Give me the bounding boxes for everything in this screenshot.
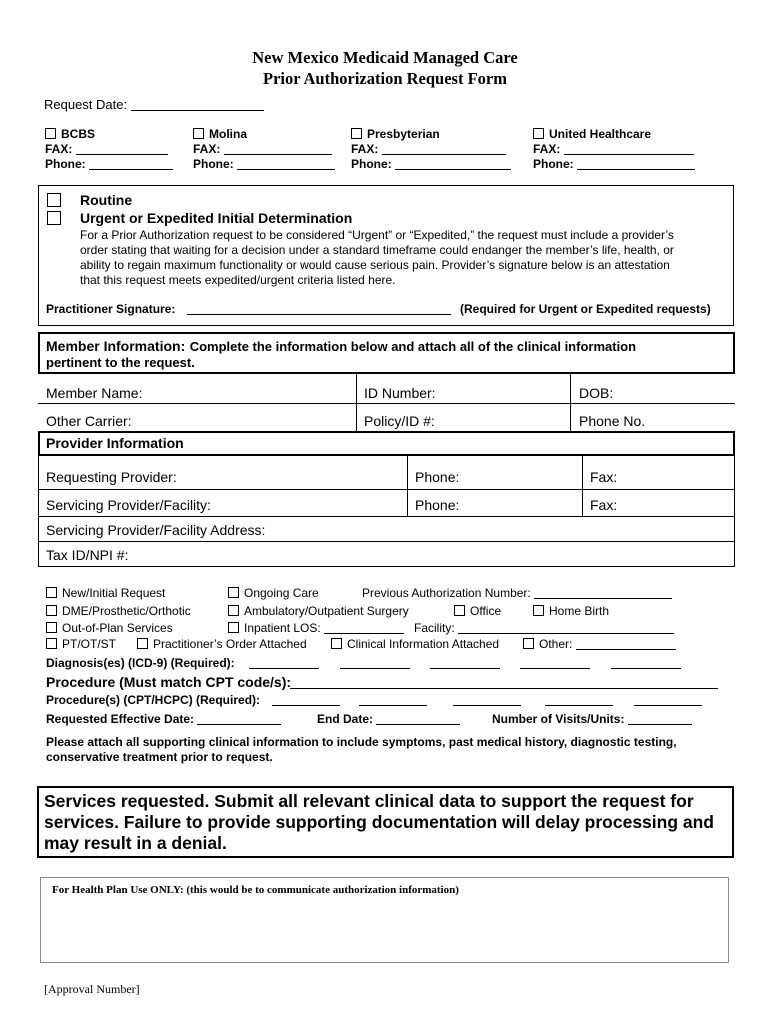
approval-number-label: [Approval Number] [44,982,140,996]
provider-row-divider [38,489,735,490]
previous-auth-label: Previous Authorization Number: [362,586,531,600]
urgent-checkbox[interactable] [47,211,61,225]
servicing-phone-field[interactable]: Phone: [415,497,460,513]
provider-col-divider [582,456,583,516]
attach-note-line1: Please attach all supporting clinical information to include symptoms, past medical history, diagnostic testing, [46,735,677,749]
end-date-field[interactable] [317,712,460,726]
dme-label: DME/Prosthetic/Orthotic [62,604,191,618]
urgency-paragraph [80,228,730,288]
procedures-line[interactable] [634,693,702,706]
bcbs-phone-line[interactable] [89,157,173,170]
procedure-cpt-label: Procedure (Must match CPT code/s): [46,674,292,690]
id-number-field[interactable]: ID Number: [364,385,436,401]
num-visits-field[interactable] [492,712,692,726]
practitioner-order-option[interactable] [137,637,307,651]
procedures-label: Procedure(s) (CPT/HCPC) (Required): [46,693,261,707]
member-col-divider [356,374,357,431]
form-title-line2: Prior Authorization Request Form [263,69,507,88]
num-visits-label: Number of Visits/Units: [492,712,625,726]
molina-checkbox[interactable] [193,128,204,139]
services-notice-line3: may result in a denial. [44,833,227,853]
out-of-plan-checkbox[interactable] [46,622,57,633]
payer-molina [193,127,335,172]
diagnosis-line[interactable] [520,656,590,669]
inpatient-los-option[interactable] [228,621,404,635]
urgency-paragraph-line: ability to regain maximum functionality or would cause serious pain. Provider’s signature below is an attestation [80,258,670,272]
diagnosis-label: Diagnosis(es) (ICD-9) (Required): [46,656,235,670]
requesting-phone-field[interactable]: Phone: [415,469,460,485]
services-notice-line2: services. Failure to provide supporting documentation will delay processing and [44,812,714,832]
out-of-plan-label: Out-of-Plan Services [62,621,173,635]
diagnosis-line[interactable] [249,656,319,669]
provider-bottom-line [38,566,735,567]
end-date-line[interactable] [376,712,460,725]
tax-id-npi-field[interactable]: Tax ID/NPI #: [46,547,129,563]
office-checkbox[interactable] [454,605,465,616]
new-initial-option[interactable] [46,586,165,600]
molina-phone-line[interactable] [237,157,335,170]
diagnosis-line[interactable] [611,656,681,669]
provider-left-border [38,456,39,566]
servicing-provider-field[interactable]: Servicing Provider/Facility: [46,497,211,513]
diagnosis-line[interactable] [430,656,500,669]
payer-united-healthcare [533,127,695,172]
home-birth-option[interactable] [533,604,609,618]
payer-presbyterian [351,127,511,172]
ongoing-care-checkbox[interactable] [228,587,239,598]
provider-col-divider [407,456,408,516]
united-fax-label: FAX: [533,142,561,156]
payer-bcbs [45,127,173,172]
other-carrier-field[interactable]: Other Carrier: [46,413,132,429]
presbyterian-phone-label: Phone: [351,157,392,171]
member-info-heading-line2: pertinent to the request. [46,355,195,370]
other-label: Other: [539,637,573,651]
inpatient-los-label: Inpatient LOS: [244,621,321,635]
practitioner-order-checkbox[interactable] [137,638,148,649]
procedures-line[interactable] [272,693,340,706]
ambulatory-label: Ambulatory/Outpatient Surgery [244,604,409,618]
health-plan-use-label: For Health Plan Use ONLY: (this would be to communicate authorization information) [52,884,459,896]
office-label: Office [470,604,502,618]
home-birth-checkbox[interactable] [533,605,544,616]
bcbs-checkbox[interactable] [45,128,56,139]
home-birth-label: Home Birth [549,604,610,618]
member-name-field[interactable]: Member Name: [46,385,143,401]
presbyterian-phone-line[interactable] [395,157,511,170]
clinical-info-checkbox[interactable] [331,638,342,649]
requesting-fax-field[interactable]: Fax: [590,469,618,485]
urgent-label: Urgent or Expedited Initial Determination [80,210,353,226]
member-info-heading [46,338,726,371]
bcbs-phone-label: Phone: [45,157,86,171]
clinical-info-option[interactable] [331,637,499,651]
presbyterian-fax-label: FAX: [351,142,379,156]
dme-option[interactable] [46,604,191,618]
inpatient-los-line[interactable] [324,621,404,634]
attach-note [46,735,736,765]
procedures-line[interactable] [359,693,427,706]
pt-ot-st-checkbox[interactable] [46,638,57,649]
urgency-paragraph-line: that this request meets expedited/urgent criteria listed here. [80,273,396,287]
dme-checkbox[interactable] [46,605,57,616]
molina-label: Molina [209,127,247,141]
molina-fax-line[interactable] [224,142,332,155]
previous-auth-field[interactable] [362,586,672,600]
request-date-label: Request Date: [44,97,128,112]
procedure-cpt-line[interactable] [290,676,718,689]
inpatient-los-checkbox[interactable] [228,622,239,633]
effective-date-label: Requested Effective Date: [46,712,195,726]
ambulatory-checkbox[interactable] [228,605,239,616]
procedures-line[interactable] [545,693,613,706]
united-phone-line[interactable] [577,157,695,170]
ongoing-care-option[interactable] [228,586,319,600]
practitioner-signature-label: Practitioner Signature: [46,302,176,316]
form-title-line1: New Mexico Medicaid Managed Care [252,48,518,67]
new-initial-label: New/Initial Request [62,586,166,600]
member-row-divider [38,403,735,404]
pt-ot-st-option[interactable] [46,637,116,651]
servicing-fax-field[interactable]: Fax: [590,497,618,513]
practitioner-order-label: Practitioner’s Order Attached [153,637,307,651]
other-checkbox[interactable] [523,638,534,649]
urgency-paragraph-line: order stating that waiting for a decision under a standard timeframe could endanger the member’s life, health, or [80,243,674,257]
diagnosis-line[interactable] [340,656,410,669]
routine-checkbox[interactable] [47,193,61,207]
member-info-heading-instructions: Complete the information below and attach all of the clinical information [189,339,637,354]
end-date-label: End Date: [317,712,374,726]
facility-line[interactable] [458,621,674,634]
bcbs-fax-label: FAX: [45,142,73,156]
procedures-line[interactable] [453,693,521,706]
servicing-address-field[interactable]: Servicing Provider/Facility Address: [46,522,266,538]
effective-date-line[interactable] [197,712,281,725]
ongoing-care-label: Ongoing Care [244,586,319,600]
united-label: United Healthcare [549,127,652,141]
other-option[interactable] [523,637,676,651]
office-option[interactable] [454,604,501,618]
signature-note: (Required for Urgent or Expedited requests) [460,302,711,316]
request-date-line[interactable] [131,98,264,111]
attach-note-line2: conservative treatment prior to request. [46,750,273,764]
ambulatory-option[interactable] [228,604,409,618]
dob-field[interactable]: DOB: [579,385,614,401]
provider-info-heading: Provider Information [46,435,184,451]
services-notice-line1: Services requested. Submit all relevant clinical data to support the request for [44,791,694,811]
policy-id-field[interactable]: Policy/ID #: [364,413,435,429]
previous-auth-line[interactable] [534,586,672,599]
united-fax-line[interactable] [564,142,694,155]
provider-row-divider [38,516,735,517]
clinical-info-label: Clinical Information Attached [347,637,500,651]
effective-date-field[interactable] [46,712,281,726]
bcbs-fax-line[interactable] [76,142,168,155]
facility-label: Facility: [414,621,455,635]
presbyterian-label: Presbyterian [367,127,440,141]
united-phone-label: Phone: [533,157,574,171]
request-date-field[interactable] [44,97,264,112]
member-info-heading-title: Member Information: [46,338,186,354]
molina-phone-label: Phone: [193,157,234,171]
united-checkbox[interactable] [533,128,544,139]
presbyterian-checkbox[interactable] [351,128,362,139]
practitioner-signature-line[interactable] [187,302,451,315]
other-line[interactable] [576,637,676,650]
provider-right-border [734,456,735,566]
phone-no-field[interactable]: Phone No. [579,413,646,429]
member-col-divider [570,374,571,431]
bcbs-label: BCBS [61,127,96,141]
new-initial-checkbox[interactable] [46,587,57,598]
services-requested-notice [44,791,732,854]
presbyterian-fax-line[interactable] [382,142,506,155]
requesting-provider-field[interactable]: Requesting Provider: [46,469,177,485]
out-of-plan-option[interactable] [46,621,173,635]
routine-label: Routine [80,192,133,208]
provider-row-divider [38,541,735,542]
num-visits-line[interactable] [628,712,692,725]
pt-ot-st-label: PT/OT/ST [62,637,116,651]
molina-fax-label: FAX: [193,142,221,156]
facility-field[interactable] [414,621,674,635]
urgency-paragraph-line: For a Prior Authorization request to be considered “Urgent” or “Expedited,” the request must include a provider’s [80,228,674,242]
